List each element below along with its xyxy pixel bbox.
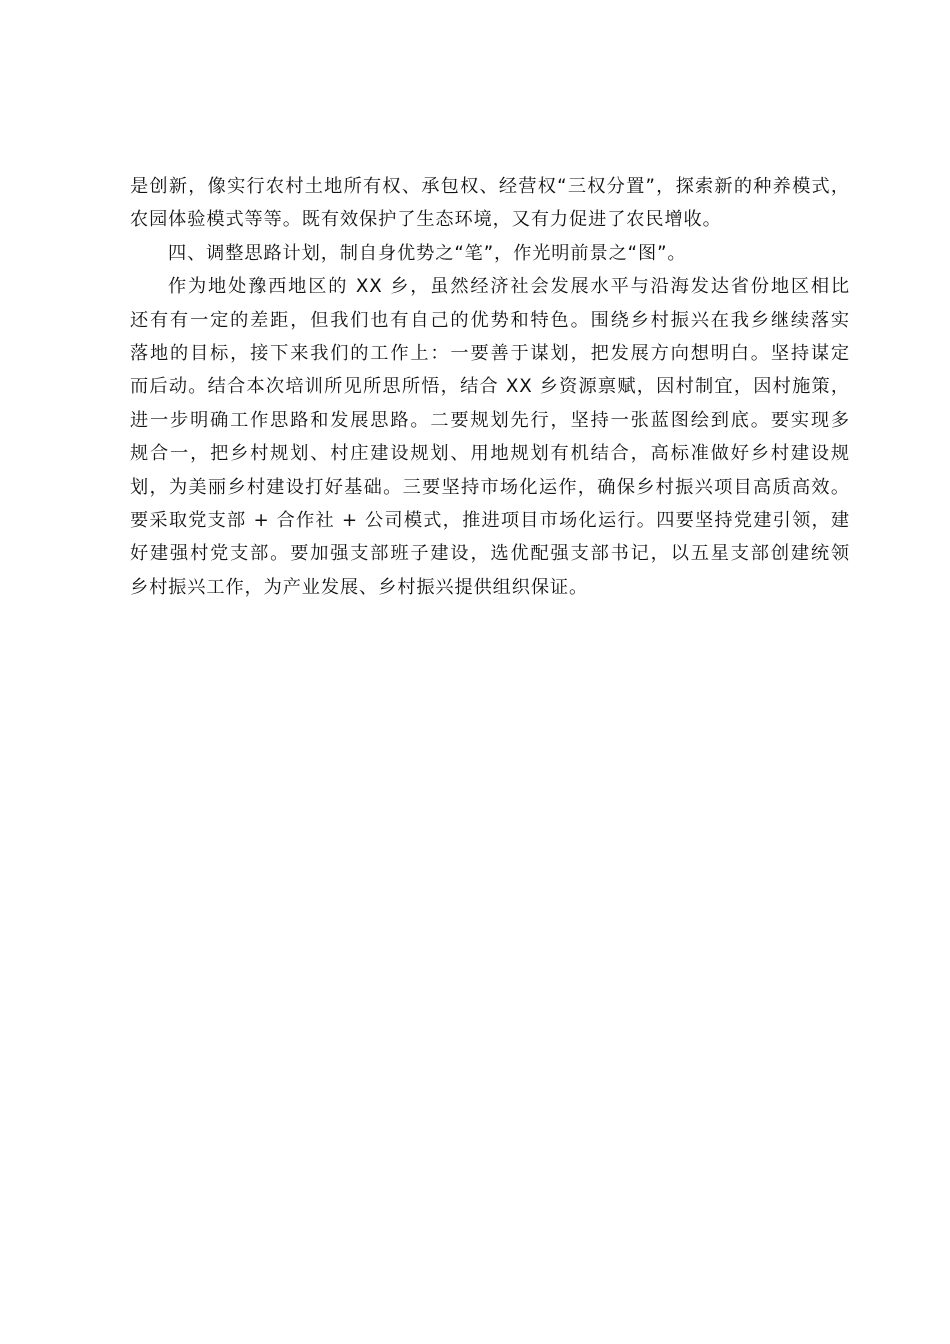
paragraph-line: 农园体验模式等等。既有效保护了生态环境，又有力促进了农民增收。	[130, 209, 722, 231]
paragraph-line: 是创新，像实行农村土地所有权、承包权、经营权“三权分置”，探索新的种养模式，	[130, 176, 850, 197]
paragraph-line: 要采取党支部 + 合作社 + 公司模式，推进项目市场化运行。四要坚持党建引领，建	[130, 509, 850, 531]
paragraph-line: 乡村振兴工作，为产业发展、乡村振兴提供组织保证。	[130, 576, 589, 598]
section-heading: 四、调整思路计划，制自身优势之“笔”，作光明前景之“图”。	[168, 242, 687, 264]
paragraph-line: 作为地处豫西地区的 XX 乡，虽然经济社会发展水平与沿海发达省份地区相比	[168, 276, 850, 298]
paragraph-line: 进一步明确工作思路和发展思路。二要规划先行，坚持一张蓝图绘到底。要实现多	[130, 409, 850, 431]
paragraph-line: 规合一，把乡村规划、村庄建设规划、用地规划有机结合，高标准做好乡村建设规	[130, 443, 850, 465]
body-text	[130, 170, 850, 604]
paragraph-line: 而后动。结合本次培训所见所思所悟，结合 XX 乡资源禀赋，因村制宜，因村施策，	[130, 376, 850, 398]
paragraph-line: 落地的目标，接下来我们的工作上：一要善于谋划，把发展方向想明白。坚持谋定	[130, 342, 850, 364]
paragraph-line: 划，为美丽乡村建设打好基础。三要坚持市场化运作，确保乡村振兴项目高质高效。	[130, 476, 850, 498]
paragraph-line: 还有有一定的差距，但我们也有自己的优势和特色。围绕乡村振兴在我乡继续落实	[130, 309, 850, 331]
paragraph-line: 好建强村党支部。要加强支部班子建设，选优配强支部书记，以五星支部创建统领	[130, 543, 850, 565]
